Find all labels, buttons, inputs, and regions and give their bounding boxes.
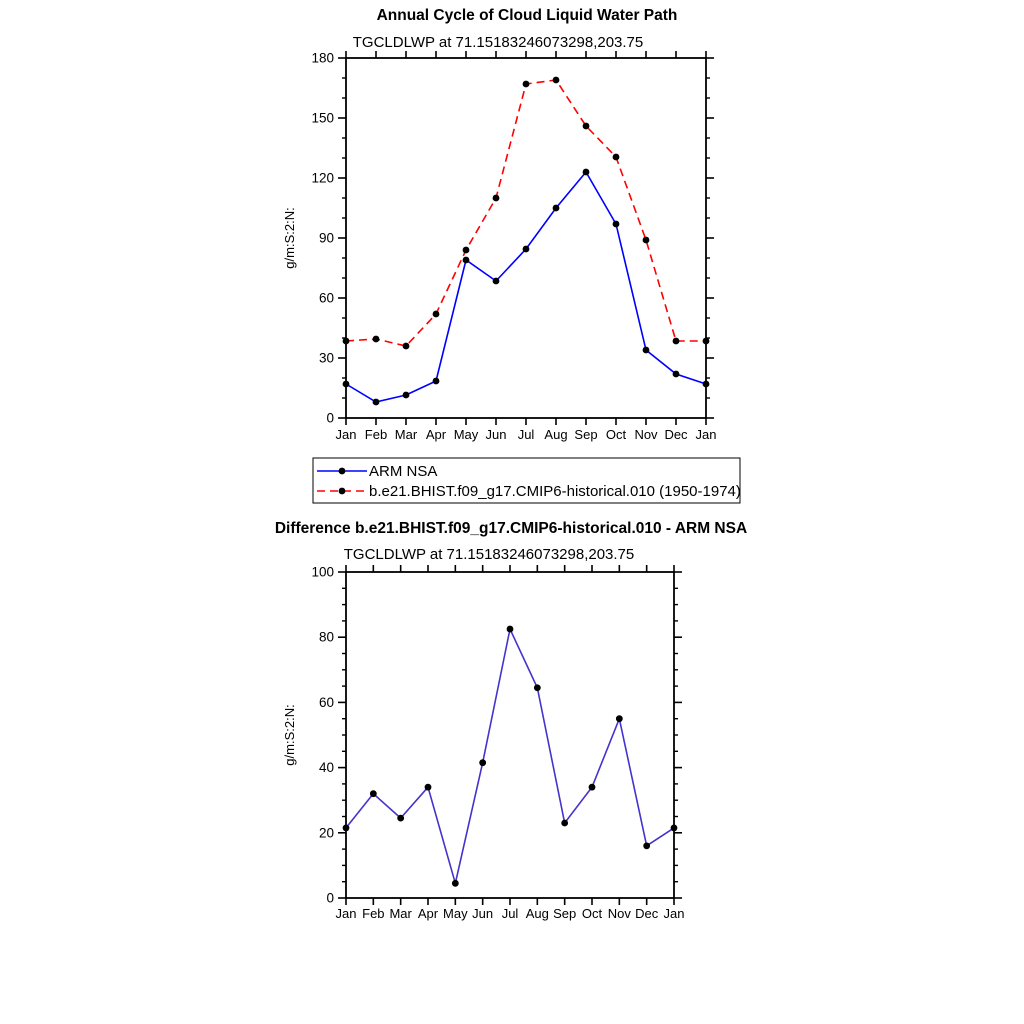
x-tick-label: Jun <box>485 427 507 442</box>
top-chart-y-axis-label: g/m:S:2:N: <box>282 207 297 269</box>
series-0-point-Aug <box>534 684 541 691</box>
x-tick-label: Jun <box>472 906 494 921</box>
y-tick-label: 60 <box>318 290 334 306</box>
axis-frame <box>346 572 674 898</box>
x-tick-label: Jul <box>501 906 519 921</box>
series-line-1 <box>346 80 706 346</box>
x-tick-label: Aug <box>544 427 568 442</box>
series-0-point-Oct <box>589 784 596 791</box>
series-0-point-Dec <box>643 842 650 849</box>
series-0-point-Jun <box>493 278 500 285</box>
y-tick-label: 20 <box>318 825 334 841</box>
x-tick-label: Oct <box>581 906 603 921</box>
y-tick-label: 30 <box>318 350 334 366</box>
x-tick-label: May <box>443 906 468 921</box>
x-tick-label: Jan <box>663 906 685 921</box>
x-tick-label: Jan <box>335 427 357 442</box>
y-tick-label: 150 <box>311 110 334 126</box>
series-1-point-Dec <box>673 338 680 345</box>
series-0-point-Jan <box>343 381 350 388</box>
y-tick-label: 0 <box>326 890 334 906</box>
x-tick-label: Jan <box>695 427 717 442</box>
top-chart-subtitle: TGCLDLWP at 71.15183246073298,203.75 <box>352 34 644 51</box>
series-1-point-Jul <box>523 81 530 88</box>
series-1-point-Jun <box>493 195 500 202</box>
x-tick-label: Sep <box>574 427 598 442</box>
y-tick-label: 100 <box>311 564 334 580</box>
series-line-0 <box>346 629 674 883</box>
x-tick-label: Apr <box>425 427 447 442</box>
series-1-point-Oct <box>613 154 620 161</box>
series-0-point-Jul <box>523 246 530 253</box>
y-tick-label: 180 <box>311 50 334 66</box>
x-tick-label: Sep <box>553 906 577 921</box>
series-1-point-Jan <box>343 338 350 345</box>
series-0-point-Nov <box>643 347 650 354</box>
legend-label-0: ARM NSA <box>369 463 438 480</box>
x-tick-label: Aug <box>525 906 549 921</box>
y-tick-label: 90 <box>318 230 334 246</box>
series-0-point-Sep <box>561 820 568 827</box>
series-1-point-Sep <box>583 123 590 130</box>
x-tick-label: Nov <box>634 427 658 442</box>
y-tick-label: 120 <box>311 170 334 186</box>
series-0-point-Dec <box>673 371 680 378</box>
top-chart-plot-area <box>311 51 716 443</box>
series-0-point-Mar <box>397 815 404 822</box>
y-tick-label: 60 <box>318 694 334 710</box>
series-0-point-Mar <box>403 392 410 399</box>
series-0-point-Feb <box>373 399 380 406</box>
x-tick-label: Mar <box>389 906 412 921</box>
series-0-point-Jun <box>479 759 486 766</box>
legend-marker-dot-0 <box>339 468 346 475</box>
series-line-0 <box>346 172 706 402</box>
x-tick-label: May <box>453 427 479 442</box>
x-tick-label: Jan <box>335 906 357 921</box>
x-tick-label: Dec <box>664 427 688 442</box>
series-1-point-Apr <box>433 311 440 318</box>
x-tick-label: Mar <box>394 427 418 442</box>
x-tick-label: Jul <box>517 427 535 442</box>
series-1-point-Feb <box>373 336 380 343</box>
series-0-point-Apr <box>425 784 432 791</box>
series-0-point-Sep <box>583 169 590 176</box>
series-1-point-Aug <box>553 77 560 84</box>
bottom-chart-title: Difference b.e21.BHIST.f09_g17.CMIP6-historical.010 - ARM NSA <box>274 520 748 537</box>
bottom-chart-y-axis-label: g/m:S:2:N: <box>282 704 297 766</box>
bottom-chart-subtitle: TGCLDLWP at 71.15183246073298,203.75 <box>343 546 635 563</box>
top-chart-legend <box>313 458 741 503</box>
series-0-point-Jan <box>343 825 350 832</box>
y-tick-label: 40 <box>318 760 334 776</box>
series-1-point-May <box>463 247 470 254</box>
x-tick-label: Feb <box>364 427 388 442</box>
series-0-point-Aug <box>553 205 560 212</box>
x-tick-label: Oct <box>605 427 627 442</box>
axis-frame <box>346 58 706 418</box>
series-0-point-Apr <box>433 378 440 385</box>
top-chart-title: Annual Cycle of Cloud Liquid Water Path <box>376 7 678 24</box>
series-1-point-Nov <box>643 237 650 244</box>
x-tick-label: Feb <box>362 906 385 921</box>
y-tick-label: 0 <box>326 410 334 426</box>
series-0-point-Feb <box>370 790 377 797</box>
legend-marker-dot-1 <box>339 488 346 495</box>
series-1-point-Mar <box>403 343 410 350</box>
series-0-point-May <box>452 880 459 887</box>
series-0-point-Jan <box>671 825 678 832</box>
legend-label-1: b.e21.BHIST.f09_g17.CMIP6-historical.010 (1950-1974) <box>369 483 741 500</box>
y-tick-label: 80 <box>318 629 334 645</box>
x-tick-label: Apr <box>417 906 439 921</box>
series-0-point-May <box>463 257 470 264</box>
series-0-point-Oct <box>613 221 620 228</box>
series-0-point-Nov <box>616 715 623 722</box>
series-0-point-Jan <box>703 381 710 388</box>
x-tick-label: Dec <box>635 906 659 921</box>
series-1-point-Jan <box>703 338 710 345</box>
series-0-point-Jul <box>507 626 514 633</box>
x-tick-label: Nov <box>607 906 631 921</box>
bottom-chart-plot-area <box>311 565 684 922</box>
